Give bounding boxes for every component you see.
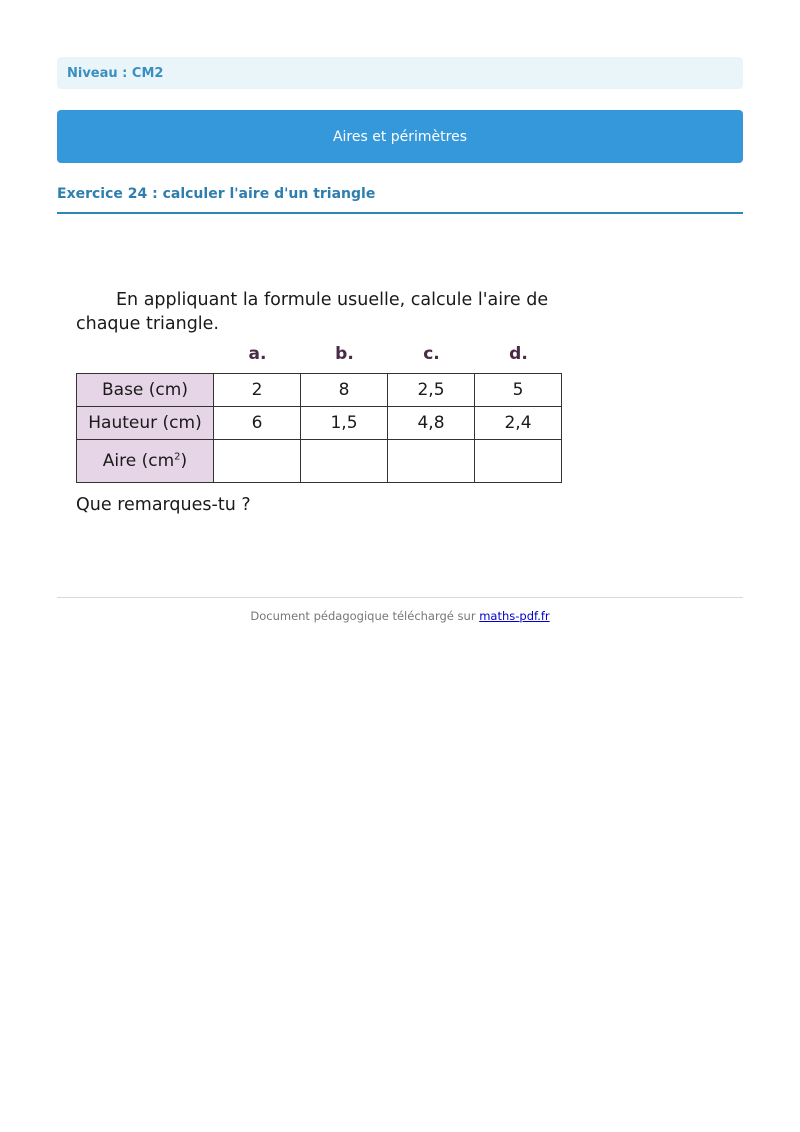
row-header-aire (77, 440, 214, 483)
row-header-base: Base (cm) (77, 374, 214, 407)
table-cell: 5 (475, 374, 562, 407)
table-row-hauteur (77, 407, 562, 440)
exercise-title: Exercice 24 : calculer l'aire d'un triangle (57, 185, 743, 214)
table-cell: 1,5 (301, 407, 388, 440)
aire-label-close: ) (180, 451, 188, 471)
table-cell: 4,8 (388, 407, 475, 440)
table-row-base (77, 374, 562, 407)
banner-title: Aires et périmètres (332, 128, 468, 145)
aire-label: Aire (cm (102, 451, 175, 471)
topic-banner (57, 110, 743, 163)
footer-divider (57, 597, 743, 598)
exercise-figure (74, 282, 574, 527)
column-letter-c: c. (423, 344, 440, 364)
table-cell: 6 (214, 407, 301, 440)
triangle-table (76, 373, 562, 483)
column-letter-d: d. (509, 344, 528, 364)
table-cell: 2,4 (475, 407, 562, 440)
aire-label-exponent: 2 (174, 451, 181, 463)
table-row-aire (77, 440, 562, 483)
column-letter-a: a. (248, 344, 267, 364)
table-cell: 8 (301, 374, 388, 407)
answer-cell (214, 440, 301, 483)
table-cell: 2,5 (388, 374, 475, 407)
footer-text: Document pédagogique téléchargé sur (250, 609, 480, 623)
answer-cell (301, 440, 388, 483)
row-header-hauteur: Hauteur (cm) (77, 407, 214, 440)
footer (57, 609, 743, 623)
answer-cell (388, 440, 475, 483)
table-cell: 2 (214, 374, 301, 407)
answer-cell (475, 440, 562, 483)
exercise-instruction: En appliquant la formule usuelle, calcule l'aire de chaque triangle. (76, 290, 549, 334)
level-label: Niveau : CM2 (67, 65, 164, 81)
footer-link[interactable]: maths-pdf.fr (479, 609, 550, 623)
column-letter-b: b. (335, 344, 354, 364)
exercise-question: Que remarques-tu ? (76, 495, 251, 515)
level-box (57, 57, 743, 89)
